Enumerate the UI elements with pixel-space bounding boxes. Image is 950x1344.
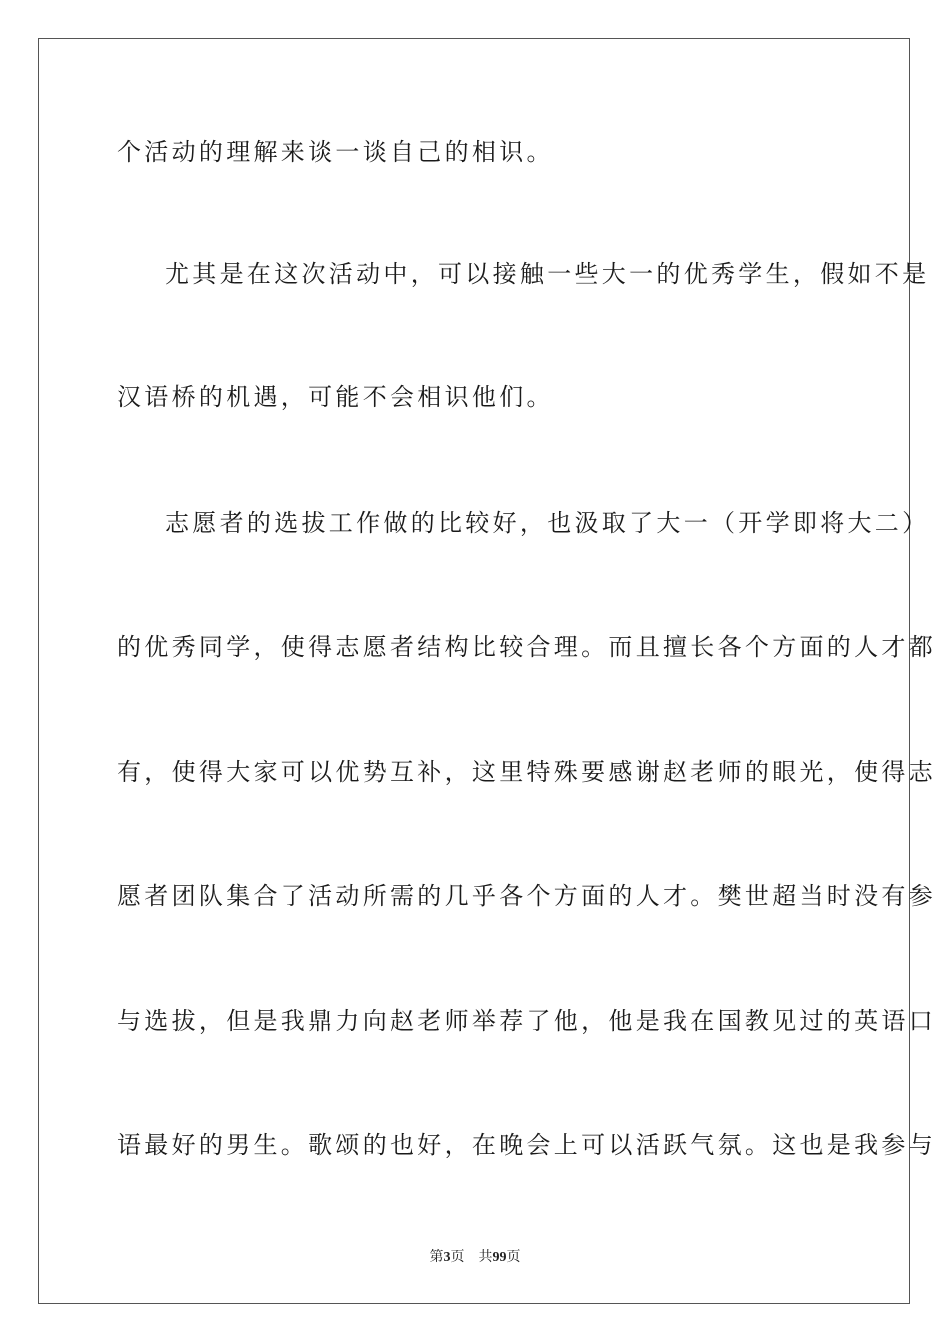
paragraph-line: 汉语桥的机遇，可能不会相识他们。 [117,383,554,411]
footer-page-prefix: 第 [429,1250,444,1265]
paragraph-line: 语最好的男生。歌颂的也好，在晚会上可以活跃气氛。这也是我参与 [117,1131,936,1159]
footer-total-suffix: 页 [506,1250,521,1265]
paragraph-line: 尤其是在这次活动中，可以接触一些大一的优秀学生，假如不是 [165,260,930,288]
footer-total-prefix: 共 [478,1250,493,1265]
paragraph-line: 与选拔，但是我鼎力向赵老师举荐了他，他是我在国教见过的英语口 [117,1007,936,1035]
paragraph-line: 愿者团队集合了活动所需的几乎各个方面的人才。樊世超当时没有参 [117,882,936,910]
paragraph-line: 志愿者的选拔工作做的比较好，也汲取了大一（开学即将大二） [165,509,930,537]
paragraph-line: 的优秀同学，使得志愿者结构比较合理。而且擅长各个方面的人才都 [117,633,936,661]
paragraph-line: 个活动的理解来谈一谈自己的相识。 [117,138,554,166]
page-footer [0,1248,950,1267]
page-border [38,38,910,1304]
footer-total-pages: 99 [492,1250,507,1265]
footer-page-number: 3 [443,1250,451,1265]
footer-page-suffix: 页 [450,1250,465,1265]
paragraph-line: 有，使得大家可以优势互补，这里特殊要感谢赵老师的眼光，使得志 [117,758,936,786]
